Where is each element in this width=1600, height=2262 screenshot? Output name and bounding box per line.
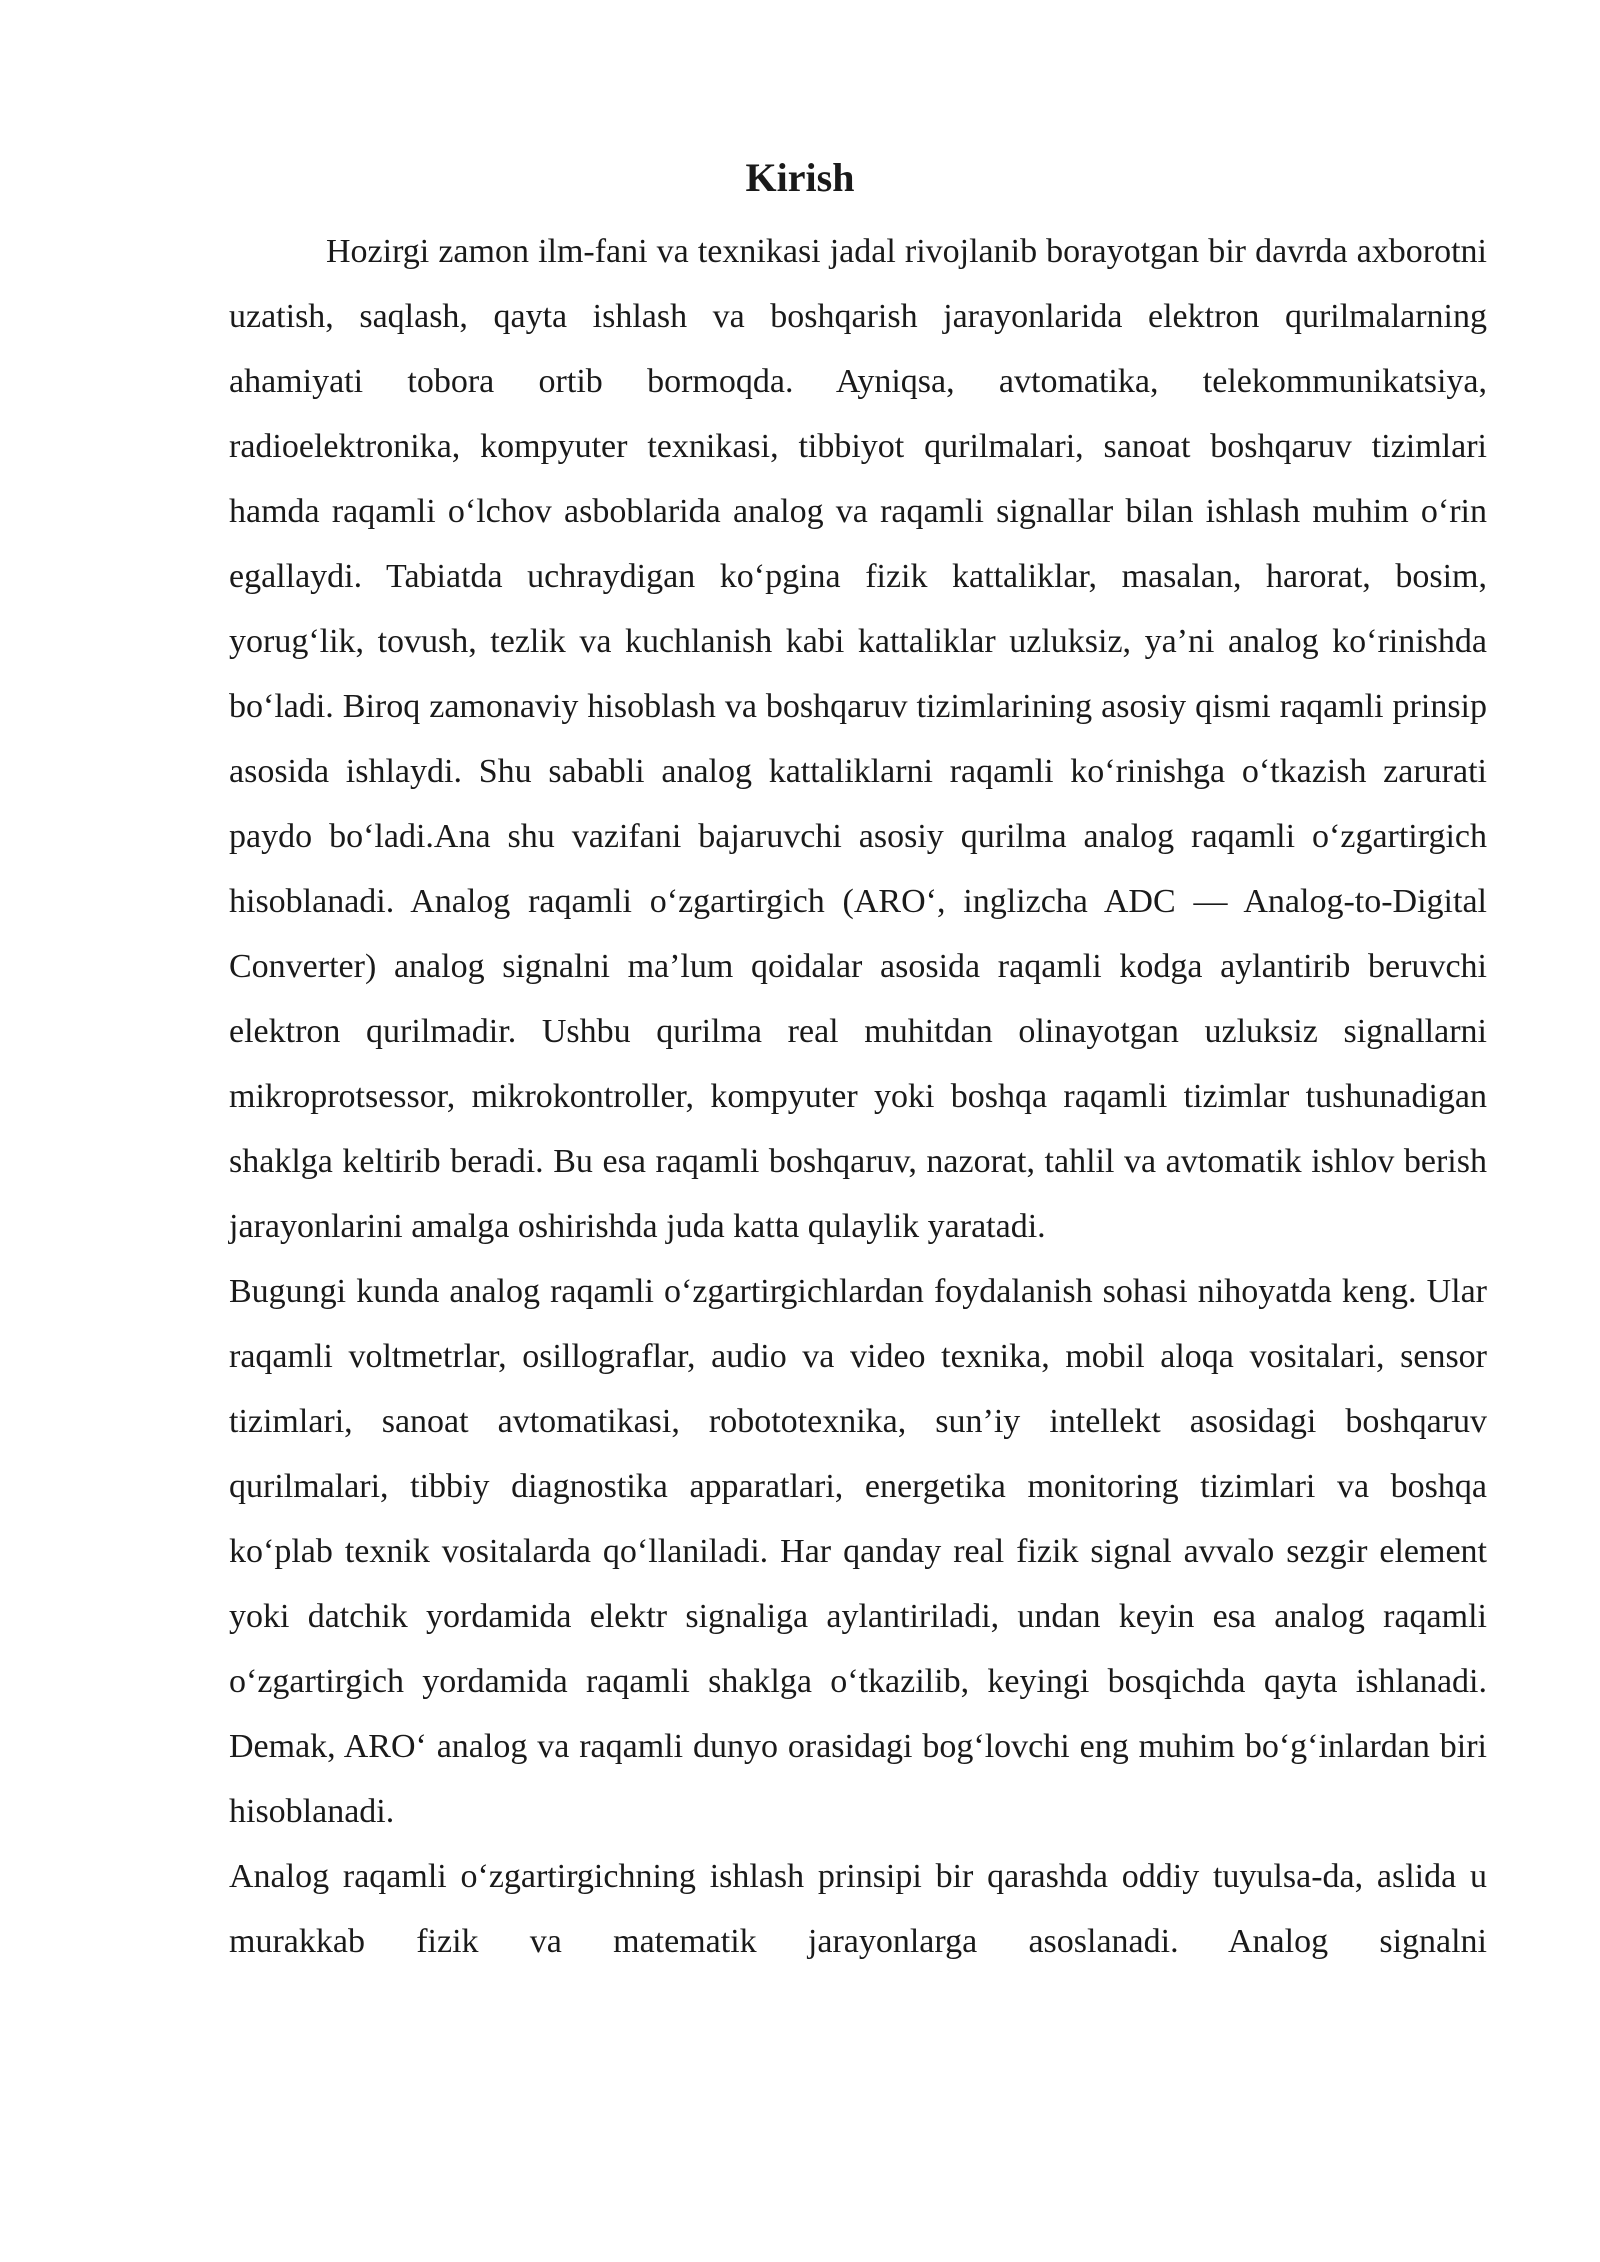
- paragraph-principle: Analog raqamli o‘zgartirgichning ishlash prinsipi bir qarashda oddiy tuyulsa-da, aslida u murakkab fizik va matematik jarayonlarga asoslanadi. Analog signalni: [229, 1858, 1487, 1960]
- body-text: [229, 219, 1487, 1974]
- paragraph-applications: Bugungi kunda analog raqamli o‘zgartirgichlardan foydalanish sohasi nihoyatda keng. Ular raqamli voltmetrlar, osillograflar, audio va video texnika, mobil aloqa vositalari, sensor tizimlari, sanoat avtomatikasi, robototexnika, sun’iy intellekt asosidagi boshqaruv qurilmalari, tibbiy diagnostika apparatlari, energetika monitoring tizimlari va boshqa ko‘plab texnik vositalarda qo‘llaniladi. Har qanday real fizik signal avvalo sezgir element yoki datchik yordamida elektr signaliga aylantiriladi, undan keyin esa analog raqamli o‘zgartirgich yordamida raqamli shaklga o‘tkazilib, keyingi bosqichda qayta ishlanadi. Demak, ARO‘ analog va raqamli dunyo orasidagi bog‘lovchi eng muhim bo‘g‘inlardan biri hisoblanadi.: [229, 1273, 1487, 1830]
- page-title: Kirish: [745, 155, 855, 200]
- paragraph-intro: Hozirgi zamon ilm-fani va texnikasi jadal rivojlanib borayotgan bir davrda axborotni uzatish, saqlash, qayta ishlash va boshqarish jarayonlarida elektron qurilmalarning ahamiyati tobora ortib bormoqda. Ayniqsa, avtomatika, telekommunikatsiya, radioelektronika, kompyuter texnikasi, tibbiyot qurilmalari, sanoat boshqaruv tizimlari hamda raqamli o‘lchov asboblarida analog va raqamli signallar bilan ishlash muhim o‘rin egallaydi. Tabiatda uchraydigan ko‘pgina fizik kattaliklar, masalan, harorat, bosim, yorug‘lik, tovush, tezlik va kuchlanish kabi kattaliklar uzluksiz, ya’ni analog ko‘rinishda bo‘ladi. Biroq zamonaviy hisoblash va boshqaruv tizimlarining asosiy qismi raqamli prinsip asosida ishlaydi. Shu sababli analog kattaliklarni raqamli ko‘rinishga o‘tkazish zarurati paydo bo‘ladi.Ana shu vazifani bajaruvchi asosiy qurilma analog raqamli o‘zgartirgich hisoblanadi. Analog raqamli o‘zgartirgich (ARO‘, inglizcha ADC — Analog-to-Digital Converter) analog signalni ma’lum qoidalar asosida raqamli kodga aylantirib beruvchi elektron qurilmadir. Ushbu qurilma real muhitdan olinayotgan uzluksiz signallarni mikroprotsessor, mikrokontroller, kompyuter yoki boshqa raqamli tizimlar tushunadigan shaklga keltirib beradi. Bu esa raqamli boshqaruv, nazorat, tahlil va avtomatik ishlov berish jarayonlarini amalga oshirishda juda katta qulaylik yaratadi.: [229, 233, 1487, 1245]
